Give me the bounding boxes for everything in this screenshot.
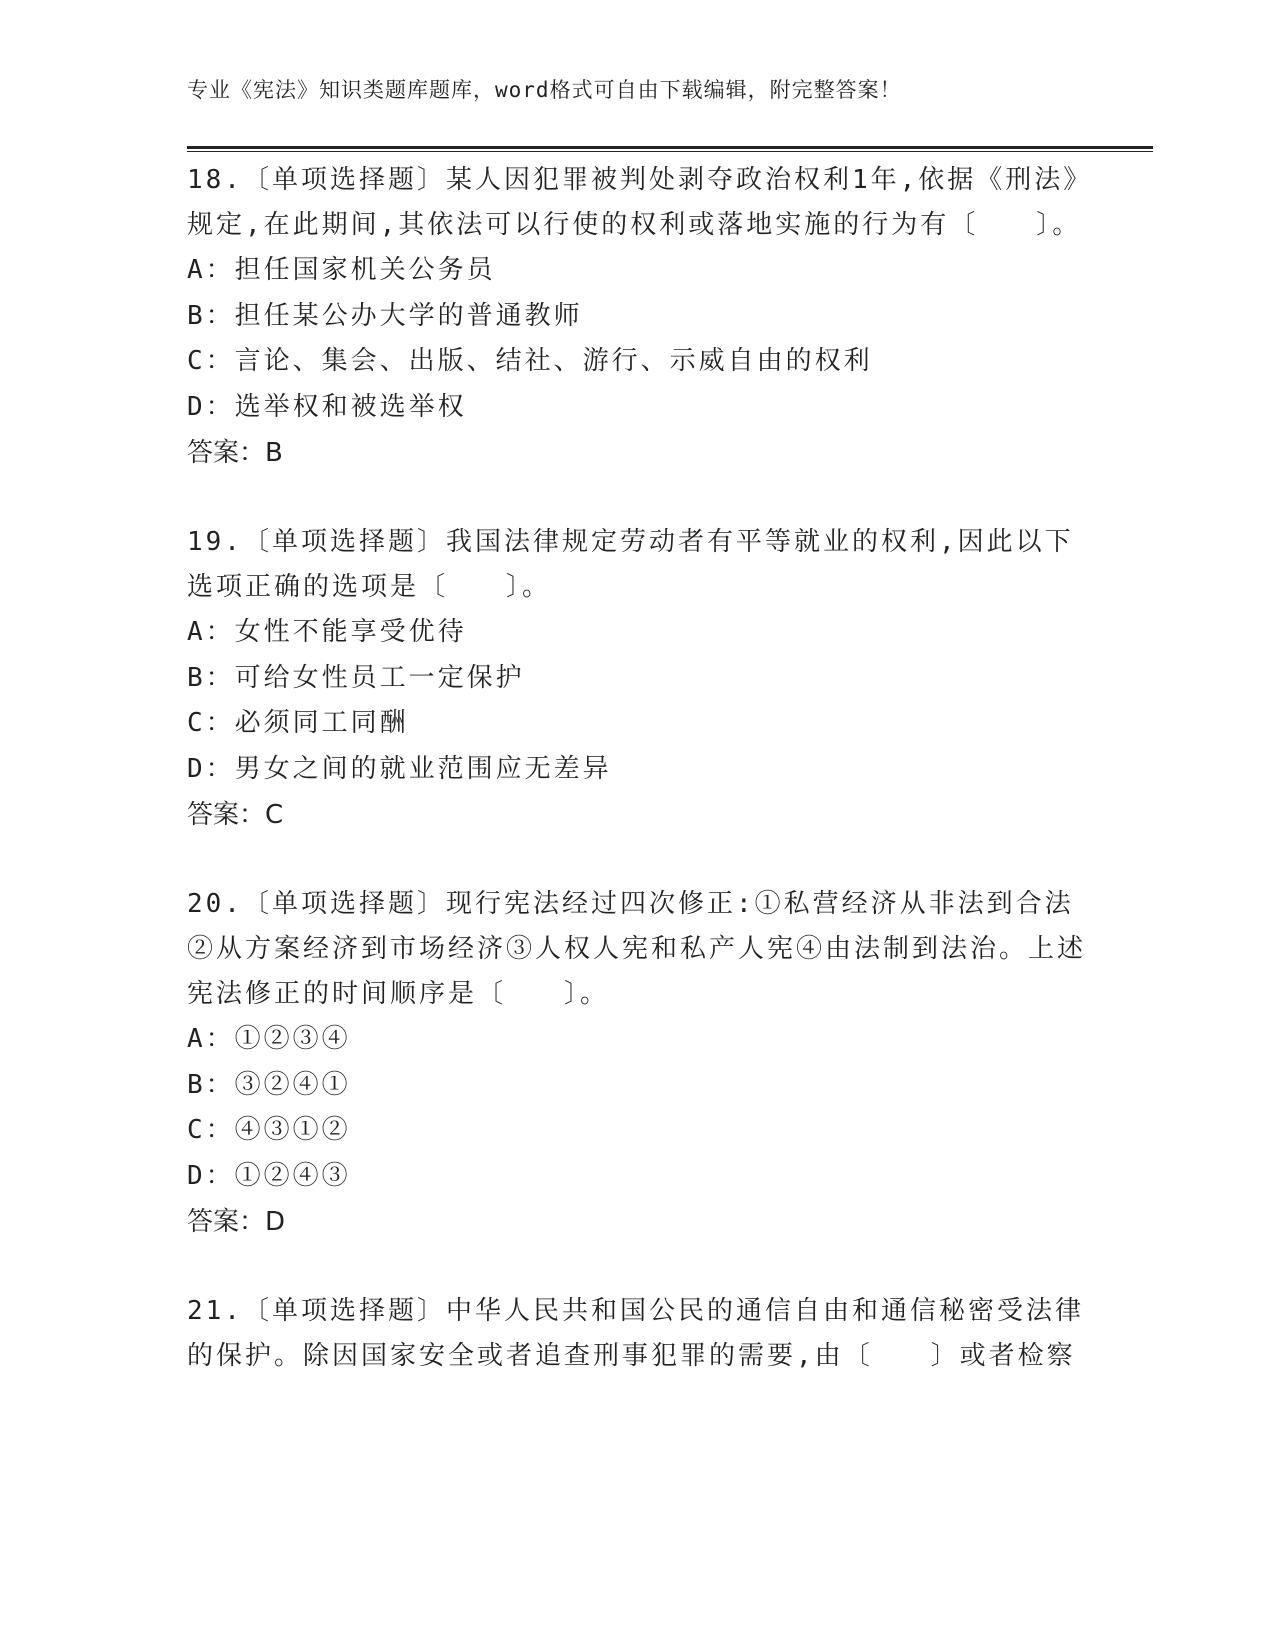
option-a: A：担任国家机关公务员 <box>187 255 496 285</box>
option-b: B：③②④① <box>187 1069 351 1100</box>
option-d: D：①②④③ <box>187 1160 351 1191</box>
answer: 答案：D <box>187 1207 286 1237</box>
option-b: B：可给女性员工一定保护 <box>187 662 525 693</box>
question-list <box>187 158 1087 1423</box>
question-18 <box>187 158 1087 476</box>
document-header: 专业《宪法》知识类题库题库，word格式可自由下载编辑，附完整答案！ <box>187 78 902 102</box>
answer: 答案：C <box>187 800 284 830</box>
option-a: A：①②③④ <box>187 1024 351 1054</box>
question-stem: 21.〔单项选择题〕中华人民共和国公民的通信自由和通信秘密受法律的保护。除因国家安全或者追查刑事犯罪的需要,由〔 〕或者检察 <box>187 1296 1084 1371</box>
header-divider-thin <box>187 151 1153 152</box>
option-c: C：必须同工同酬 <box>187 708 409 738</box>
question-21 <box>187 1289 1087 1379</box>
header-divider-thick <box>187 146 1153 149</box>
option-c: C：言论、集会、出版、结社、游行、示威自由的权利 <box>187 346 873 376</box>
question-19 <box>187 520 1087 838</box>
question-stem: 18.〔单项选择题〕某人因犯罪被判处剥夺政治权利1年,依据《刑法》规定,在此期间,其依法可以行使的权利或落地实施的行为有〔 〕。 <box>187 165 1082 240</box>
question-stem: 20.〔单项选择题〕现行宪法经过四次修正:①私营经济从非法到合法②从方案经济到市场经济③人权人宪和私产人宪④由法制到法治。上述宪法修正的时间顺序是〔 〕。 <box>187 889 1087 1009</box>
option-c: C：④③①② <box>187 1115 351 1145</box>
question-stem: 19.〔单项选择题〕我国法律规定劳动者有平等就业的权利,因此以下选项正确的选项是〔 〕。 <box>187 527 1074 602</box>
option-d: D：选举权和被选举权 <box>187 391 467 422</box>
option-b: B：担任某公办大学的普通教师 <box>187 300 583 331</box>
option-a: A：女性不能享受优待 <box>187 617 467 647</box>
answer: 答案：B <box>187 438 283 468</box>
question-20 <box>187 882 1087 1245</box>
option-d: D：男女之间的就业范围应无差异 <box>187 753 612 784</box>
